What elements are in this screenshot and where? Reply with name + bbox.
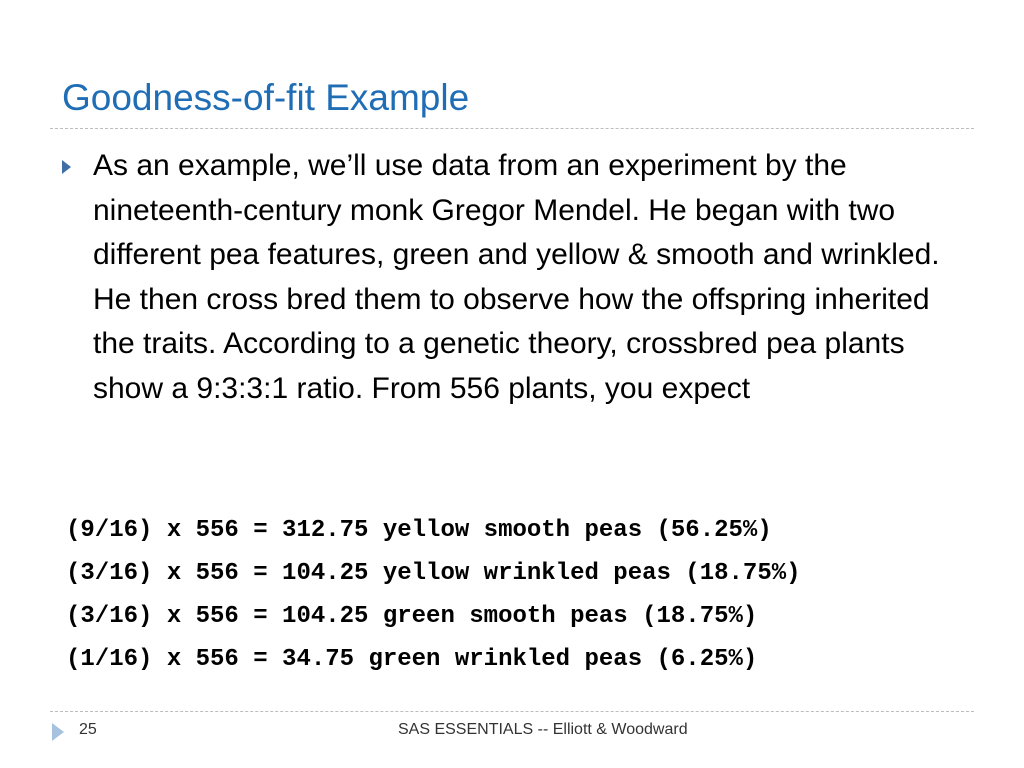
footer-text: SAS ESSENTIALS -- Elliott & Woodward (398, 721, 688, 738)
bullet-triangle-icon (62, 160, 71, 174)
slide-title: Goodness-of-fit Example (62, 77, 470, 118)
title-divider (50, 128, 974, 129)
calculation-line: (3/16) x 556 = 104.25 green smooth peas (18.75%) (66, 603, 758, 630)
calculation-line: (9/16) x 556 = 312.75 yellow smooth peas (56.25%) (66, 517, 772, 544)
bullet-text: As an example, we’ll use data from an experiment by the nineteenth-century monk Gregor Mendel. He began with two different pea features, green and yellow & smooth and wrinkled. He then cross bred them to observe how the offspring inherited the traits. According to a genetic theory, crossbred pea plants show a 9:3:3:1 ratio. From 556 plants, you expect (93, 149, 940, 405)
page-number: 25 (79, 721, 97, 738)
footer-triangle-icon (52, 723, 64, 741)
calculation-line: (1/16) x 556 = 34.75 green wrinkled peas (6.25%) (66, 646, 758, 673)
calculation-list (66, 509, 801, 681)
calculation-line: (3/16) x 556 = 104.25 yellow wrinkled peas (18.75%) (66, 560, 801, 587)
footer-divider (50, 711, 974, 712)
